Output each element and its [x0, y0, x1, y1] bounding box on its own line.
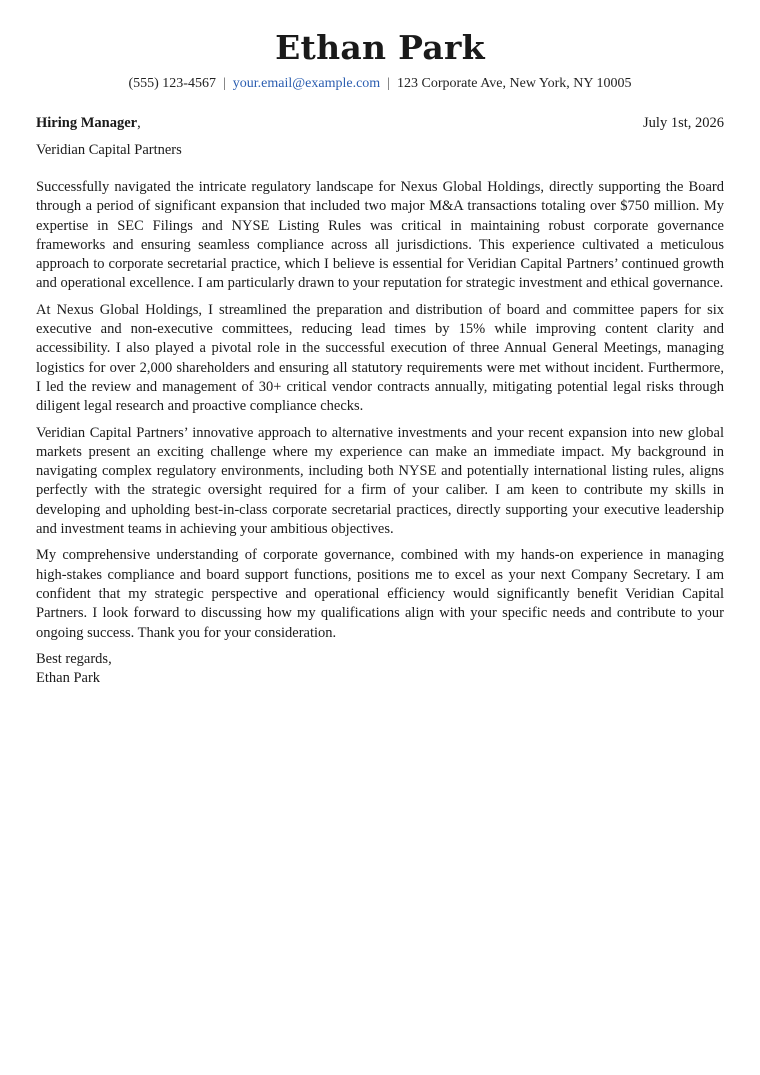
- applicant-name: Ethan Park: [275, 28, 485, 67]
- recipient-company: Veridian Capital Partners: [36, 142, 182, 158]
- contact-separator: |: [387, 76, 391, 91]
- recipient-name-suffix: ,: [137, 115, 141, 131]
- body-paragraph-2: At Nexus Global Holdings, I streamlined the preparation and distribution of board and committee papers for six executive and non-executive committees, reducing lead times by 15% while improving content clarity and accessibility. I also played a pivotal role in the successful execution of three Annual General Meetings, managing logistics for over 2,000 shareholders and ensuring all statutory requirements were met without incident. Furthermore, I led the review and management of 30+ critical vendor contracts annually, mitigating potential legal risks through diligent legal research and proactive compliance checks.: [36, 301, 724, 415]
- letter-body: [36, 178, 724, 643]
- email-link[interactable]: your.email@example.com: [232, 76, 381, 91]
- street-address: 123 Corporate Ave, New York, NY 10005: [397, 76, 632, 91]
- phone-number: (555) 123-4567: [128, 76, 216, 91]
- contact-separator: |: [222, 76, 226, 91]
- letter-date: July 1st, 2026: [643, 115, 724, 131]
- closing-signature: Ethan Park: [36, 670, 101, 687]
- recipient-date-row: [36, 113, 724, 133]
- contact-line: [36, 74, 724, 94]
- closing-salutation: Best regards,: [36, 650, 112, 667]
- recipient-line: [36, 113, 141, 133]
- recipient-name: Hiring Manager: [36, 115, 138, 131]
- body-paragraph-1: Successfully navigated the intricate regulatory landscape for Nexus Global Holdings, directly supporting the Board through a period of significant expansion that included two major M&A transactions totaling over $750 million. My expertise in SEC Filings and NYSE Listing Rules was critical in maintaining robust corporate governance frameworks and ensuring seamless compliance across all jurisdictions. This experience cultivated a meticulous approach to corporate secretarial practice, which I believe is essential for Veridian Capital Partners’ continued growth and operational excellence. I am particularly drawn to your reputation for strategic investment and ethical governance.: [36, 179, 724, 292]
- body-paragraph-4: My comprehensive understanding of corporate governance, combined with my hands-on experience in managing high-stakes compliance and board support functions, positions me to excel as your next Company Secretary. I am confident that my strategic perspective and operational efficiency would significantly benefit Veridian Capital Partners. I look forward to discussing how my qualifications align with your specific needs and contribute to your ongoing success. Thank you for your consideration.: [36, 547, 724, 641]
- body-paragraph-3: Veridian Capital Partners’ innovative approach to alternative investments and your recent expansion into new global markets present an exciting challenge where my experience can make an immediate impact. My background in navigating complex regulatory environments, including both NYSE and potentially international listing rules, aligns perfectly with the strategic oversight required for a firm of your caliber. I am keen to contribute my skills in developing and upholding best-in-class corporate secretarial practices, directly supporting your executive leadership and investment teams in achieving your ambitious objectives.: [36, 424, 724, 538]
- closing-block: [36, 650, 724, 689]
